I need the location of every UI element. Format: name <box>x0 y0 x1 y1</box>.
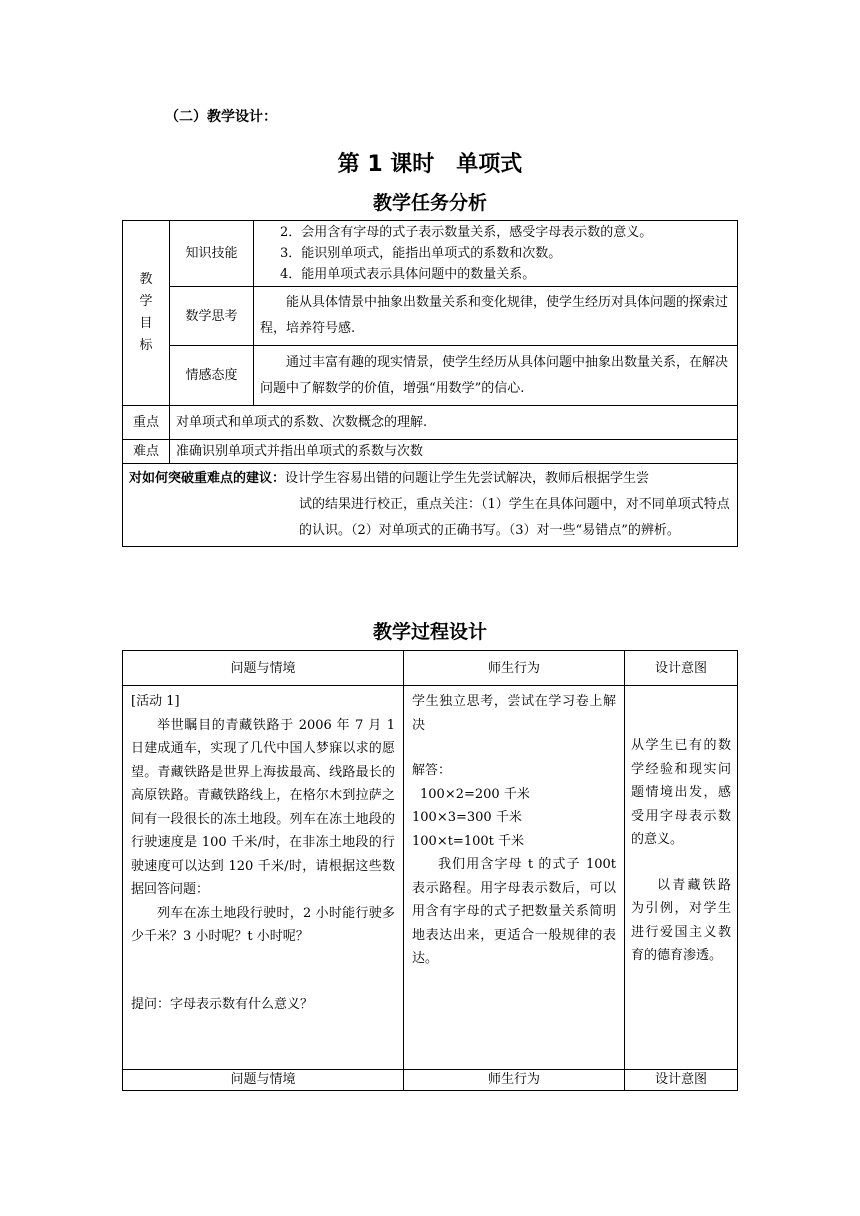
knowledge-items <box>254 221 738 287</box>
behavior-explain: 我们用含字母 t 的式子 100t 表示路程。用字母表示数后，可以用含有字母的式子把数量关系简明地表达出来，更适合一般规律的表达。 <box>412 857 616 966</box>
answer-line: 100×3=300 千米 <box>412 810 522 825</box>
advice-line-1: 设计学生容易出错的问题让学生先尝试解决，教师后根据学生尝 <box>285 471 650 486</box>
lesson-title: 第 1 课时 单项式 <box>337 152 523 177</box>
prompt-text: 提问：字母表示数有什么意义？ <box>131 996 314 1012</box>
answer-label: 解答： <box>412 763 452 778</box>
advice-cell <box>123 464 738 547</box>
task-analysis-table <box>122 220 738 547</box>
situation-text: 举世瞩目的青藏铁路于 2006 年 7 月 1 日建成通车，实现了几代中国人梦寐以求的愿望。青藏铁路是世界上海拔最高、线路最长的高原铁路。青藏铁路线上，在格尔木到拉萨之间有一段很长的冻土地段。列车在冻土地段的行驶速度是 100 千米/时，在非冻土地段的行驶速度可以达到 120 千米/时，请根据这些数据回答问题： <box>131 717 395 897</box>
intent-text-2: 以青藏铁路为引例，对学生进行爱国主义教育的德育渗透。 <box>631 877 731 963</box>
difficulty-text: 准确识别单项式并指出单项式的系数与次数 <box>170 440 738 464</box>
objectives-label: 教 学 目 标 <box>123 221 170 406</box>
attitude-label: 情感态度 <box>170 346 254 406</box>
intent-text-1: 从学生已有的数学经验和现实问题情境出发，感受用字母表示数的意义。 <box>631 738 731 847</box>
process-title: 教学过程设计 <box>372 621 487 643</box>
activity-tag: [活动 1] <box>131 694 180 709</box>
list-item: 3．能识别单项式，能指出单项式的系数和次数。 <box>280 246 562 261</box>
list-item: 2．会用含有字母的式子表示数量关系，感受字母表示数的意义。 <box>280 225 653 240</box>
math-thinking-label: 数学思考 <box>170 287 254 346</box>
header-intent: 设计意图 <box>625 651 738 686</box>
attitude-text: 通过丰富有趣的现实情景，使学生经历从具体问题中抽象出数量关系，在解决问题中了解数学的价值，增强“用数学”的信心. <box>254 346 738 406</box>
key-point-text: 对单项式和单项式的系数、次数概念的理解. <box>170 406 738 440</box>
advice-text: 试的结果进行校正，重点关注：（1）学生在具体问题中，对不同单项式特点的认识。（2）对单项式的正确书写。（3）对一些“易错点”的辨析。 <box>299 497 730 538</box>
footer-behavior: 师生行为 <box>404 1070 625 1091</box>
behavior-cell <box>404 686 625 1070</box>
key-point-label: 重点 <box>123 406 170 440</box>
footer-situation: 问题与情境 <box>123 1070 404 1091</box>
task-analysis-title: 教学任务分析 <box>372 192 487 214</box>
situation-cell <box>123 686 404 1070</box>
header-situation: 问题与情境 <box>123 651 404 686</box>
behavior-intro: 学生独立思考，尝试在学习卷上解决 <box>412 694 616 733</box>
header-behavior: 师生行为 <box>404 651 625 686</box>
advice-label: 对如何突破重难点的建议： <box>129 471 286 486</box>
footer-intent: 设计意图 <box>625 1070 738 1091</box>
process-table <box>122 650 738 1091</box>
math-thinking-text: 能从具体情景中抽象出数量关系和变化规律，使学生经历对具体问题的探索过程，培养符号感. <box>254 287 738 346</box>
answer-line: 100×2=200 千米 <box>420 786 530 802</box>
answer-line: 100×t=100t 千米 <box>412 833 524 849</box>
question-text: 列车在冻土地段行驶时，2 小时能行驶多少千米？3 小时呢？t 小时呢？ <box>131 905 395 944</box>
intent-cell <box>625 686 738 1070</box>
difficulty-label: 难点 <box>123 440 170 464</box>
section-label: （二）教学设计： <box>165 109 277 125</box>
knowledge-label: 知识技能 <box>170 221 254 287</box>
list-item: 4．能用单项式表示具体问题中的数量关系。 <box>280 267 536 282</box>
